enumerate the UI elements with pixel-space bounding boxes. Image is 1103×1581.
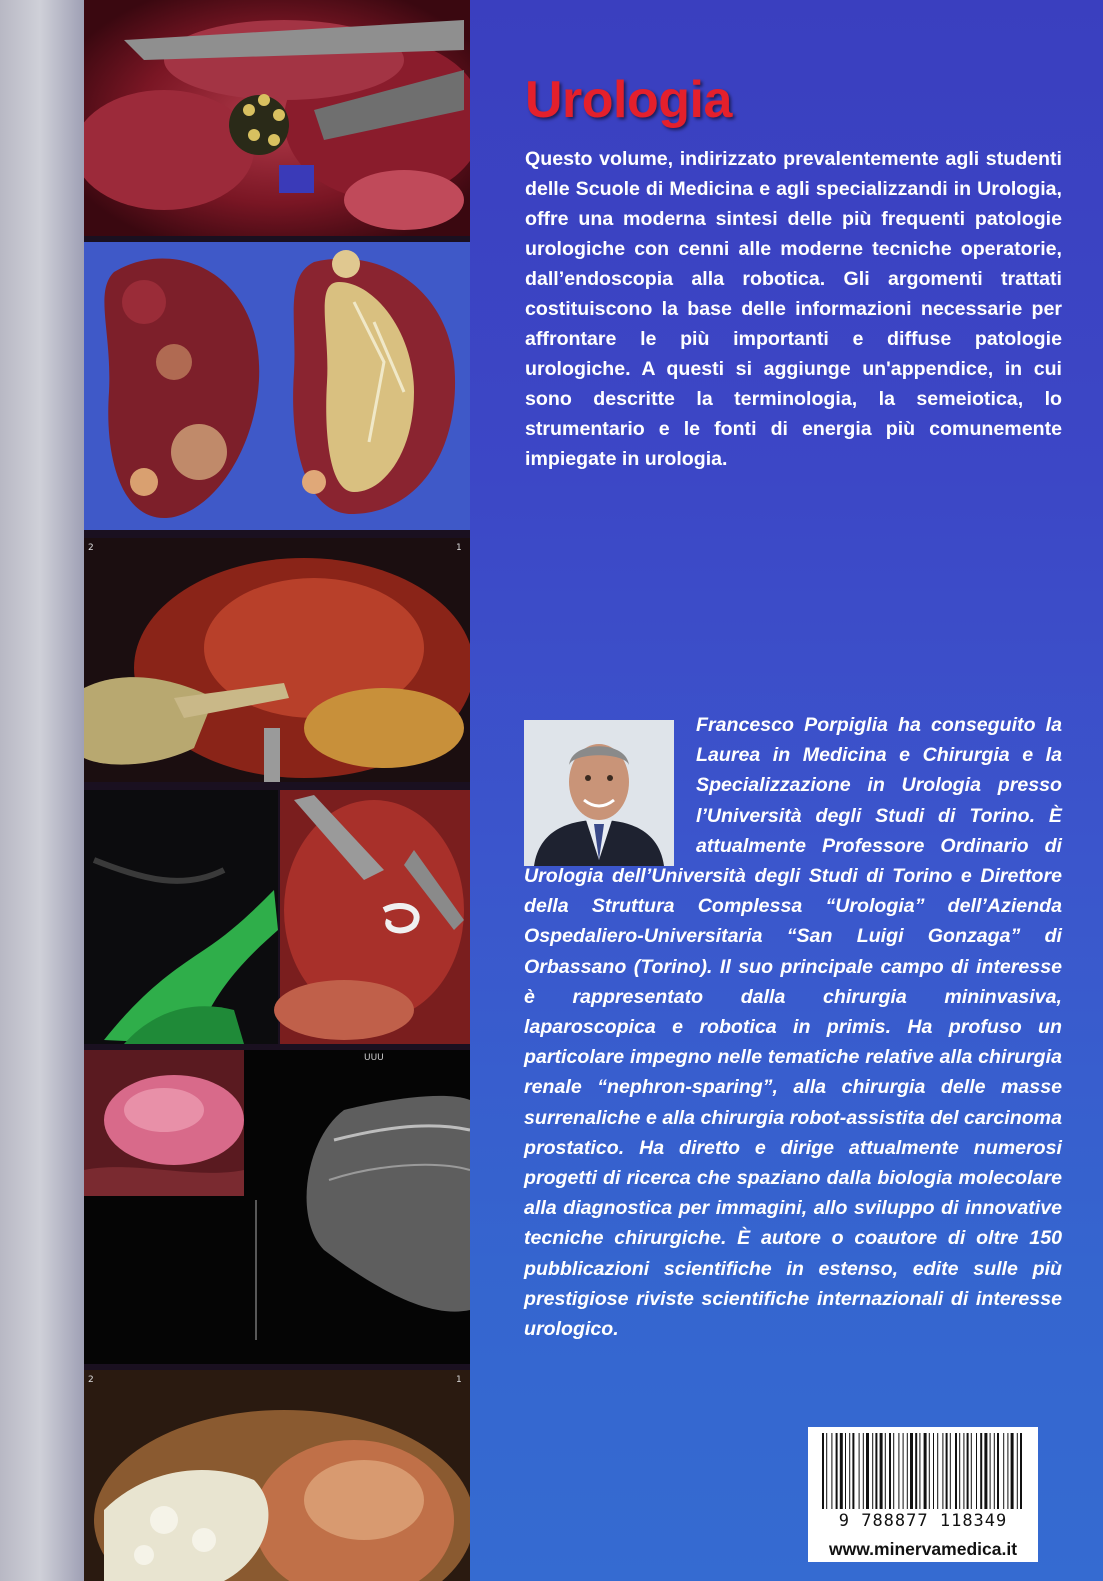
fluorescence-and-surgical-photo	[84, 790, 470, 1044]
svg-text:1: 1	[456, 1375, 462, 1385]
svg-text:UUU: UUU	[364, 1053, 384, 1063]
book-title: Urologia	[525, 71, 732, 129]
surgical-photo-1	[84, 0, 470, 236]
author-bio-text: ha conseguito la Laurea in Medicina e Chirurgia e la Specializzazione in Urologia presso l’Università degli Studi di Torino. È attualmente Professore Ordinario di Urologia dell’Università degli Studi di Torino e Direttore della Struttura Complessa “Urologia” dell’Azienda Ospedaliero-Universitaria “San Luigi Gonzaga” di Orbassano (Torino). Il suo principale campo di interesse è rappresentato dalla chirurgia mininvasiva, laparoscopica e robotica in primis. Ha profuso un particolare impegno nelle tematiche relative alla chirurgia renale “nephron-sparing”, alla chirurgia delle masse surrenaliche e alla chirurgia robot-assistita del carcinoma prostatico. Ha diretto e dirige attualmente numerosi progetti di ricerca che spaziano dalla biologia molecolare alla diagnostica per immagini, allo sviluppo di innovative tecniche chirurgiche. È autore o coautore di oltre 150 pubblicazioni scientifiche in estenso, edite sulle più prestigiose riviste scientifiche internazionali di interesse urologico.	[524, 714, 1062, 1341]
publisher-website: www.minervamedica.it	[808, 1536, 1038, 1562]
author-biography	[524, 710, 1062, 1344]
barcode-bars	[808, 1427, 1038, 1511]
isbn-digits: 9 788877 118349	[838, 1511, 1008, 1531]
surgical-photo-strip	[84, 0, 470, 1581]
svg-text:2: 2	[88, 1375, 94, 1385]
specimen-photo-kidneys	[84, 242, 470, 530]
book-description: Questo volume, indirizzato prevalentemente agli studenti delle Scuole di Medicina e agli specializzandi in Urologia, offre una moderna sintesi delle più frequenti patologie urologiche con cenni alle moderne tecniche operatorie, dall’endoscopia alla robotica. Gli argomenti trattati costituiscono la base delle informazioni necessarie per affrontare le più importanti e diffuse patologie urologiche. A questi si aggiunge un'appendice, in cui sono descritte la terminologia, la semeiotica, lo strumentario e le fonti di energia più comunemente impiegate in urologia.	[525, 148, 1062, 470]
isbn-barcode	[808, 1427, 1038, 1537]
laparoscopic-photo-2	[84, 1370, 470, 1581]
svg-text:2: 2	[88, 543, 94, 553]
laparoscopic-photo-1	[84, 538, 470, 782]
back-cover	[84, 0, 1103, 1581]
author-name: Francesco Porpiglia	[696, 714, 888, 736]
svg-text:1: 1	[456, 543, 462, 553]
ultrasound-and-surgical-photo	[84, 1050, 470, 1364]
